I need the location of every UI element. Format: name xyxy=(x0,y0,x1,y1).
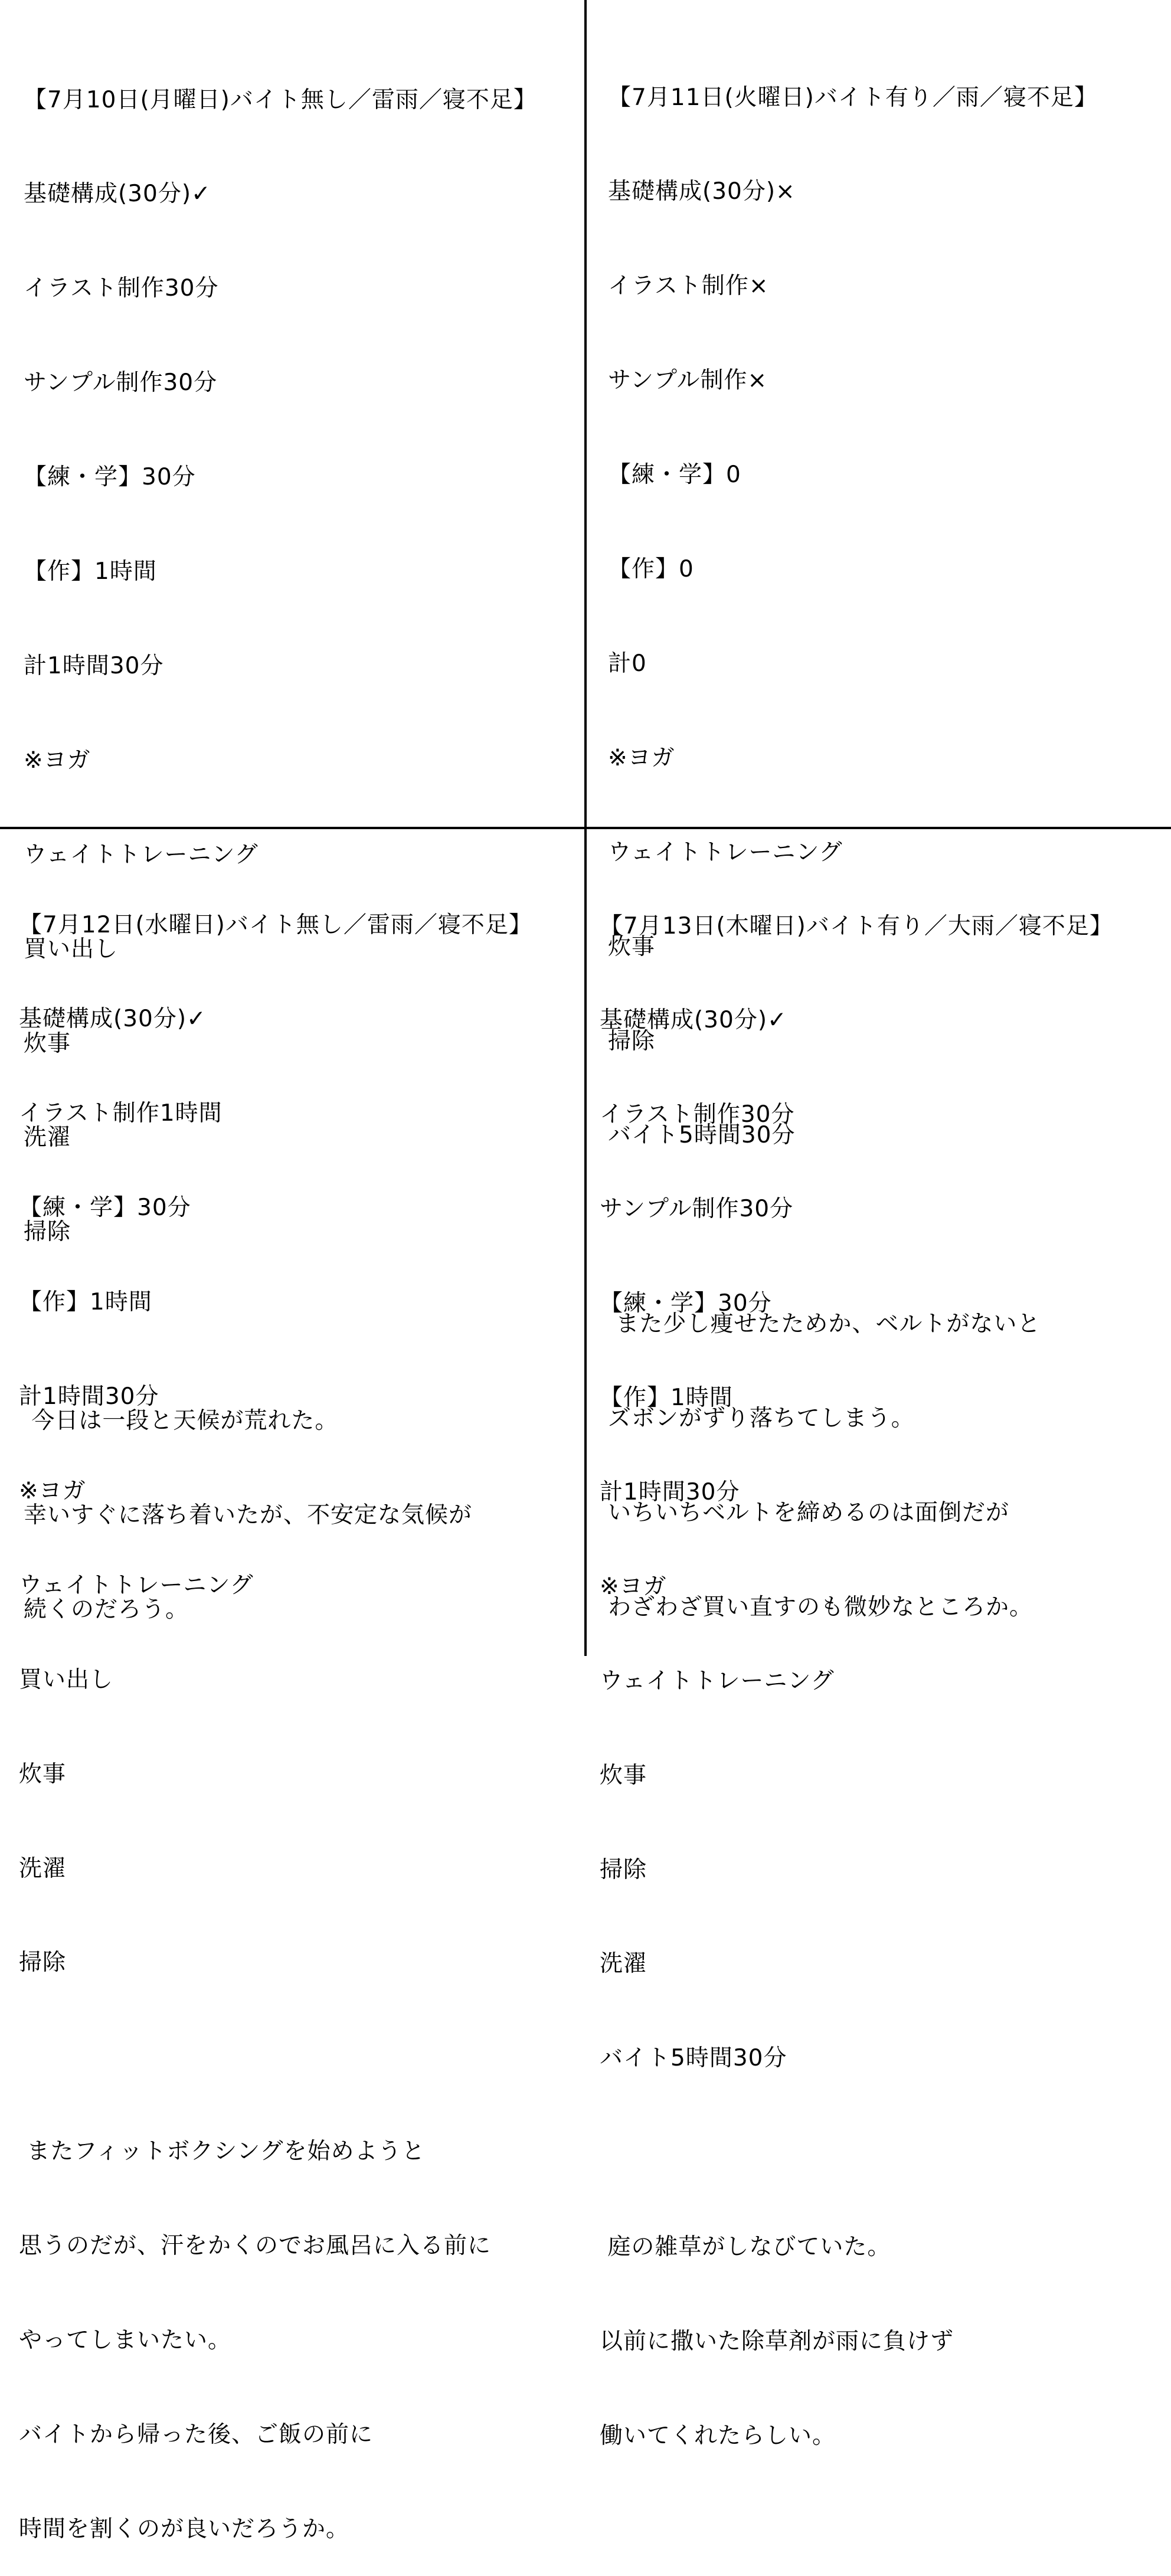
diary-entry-jul-13 xyxy=(600,847,1113,2483)
note-line: いちいちベルトを締めるのは面倒だが xyxy=(608,1499,1010,1526)
task-line: ※ヨガ xyxy=(24,747,91,774)
note-line: またフィットボクシングを始めようと xyxy=(19,2138,426,2165)
task-line: 炊事 xyxy=(600,1762,647,1789)
diary-entry-jul-12 xyxy=(19,846,532,2576)
task-line: 洗濯 xyxy=(600,1950,647,1978)
task-line: 買い出し xyxy=(19,1666,114,1693)
note-line: わざわざ買い直すのも微妙なところか。 xyxy=(608,1593,1033,1621)
task-line: 基礎構成(30分)✓ xyxy=(600,1007,787,1034)
task-line: 計1時間30分 xyxy=(24,652,164,679)
note-line: 続くのだろう。 xyxy=(24,1596,189,1623)
task-line: 掃除 xyxy=(600,1856,647,1883)
task-line: 計0 xyxy=(608,650,647,677)
task-line: 計1時間30分 xyxy=(19,1383,159,1410)
entry-header: 【7月12日(水曜日)バイト無し／雷雨／寝不足】 xyxy=(19,911,532,938)
note-line: 庭の雑草がしなびていた。 xyxy=(600,2234,891,2261)
note-line: 幸いすぐに落ち着いたが、不安定な気候が xyxy=(24,1501,473,1528)
task-line: バイト5時間30分 xyxy=(608,1122,796,1149)
note-line: 思うのだが、汗をかくのでお風呂に入る前に xyxy=(19,2233,492,2260)
task-line: 掃除 xyxy=(19,1949,67,1976)
task-line: 【作】1時間 xyxy=(600,1384,733,1412)
task-line: 【作】1時間 xyxy=(19,1289,152,1316)
entry-header: 【7月10日(月曜日)バイト無し／雷雨／寝不足】 xyxy=(24,86,537,113)
entry-header: 【7月13日(木曜日)バイト有り／大雨／寝不足】 xyxy=(600,912,1113,940)
task-line: 基礎構成(30分)× xyxy=(608,178,796,205)
task-line: 掃除 xyxy=(24,1219,71,1246)
task-line: 掃除 xyxy=(608,1027,656,1055)
task-line: ウェイトトレーニング xyxy=(24,841,259,868)
note-line: 働いてくれたらしい。 xyxy=(600,2422,836,2449)
task-line: サンプル制作× xyxy=(608,367,768,394)
task-line: サンプル制作30分 xyxy=(24,369,218,397)
task-line: 基礎構成(30分)✓ xyxy=(19,1006,207,1033)
task-line: 【練・学】30分 xyxy=(19,1194,191,1222)
note-line: また少し痩せたためか、ベルトがないと xyxy=(608,1311,1041,1338)
task-line: 洗濯 xyxy=(19,1855,67,1882)
task-line: 買い出し xyxy=(24,935,119,963)
task-line: ※ヨガ xyxy=(600,1573,667,1600)
task-line: ※ヨガ xyxy=(608,744,675,771)
task-line: ウェイトトレーニング xyxy=(600,1667,835,1694)
task-line: 炊事 xyxy=(19,1760,67,1788)
spacer xyxy=(600,2137,1113,2168)
task-line: 【作】0 xyxy=(608,556,694,583)
entry-header: 【7月11日(火曜日)バイト有り／雨／寝不足】 xyxy=(608,84,1098,111)
task-line: サンプル制作30分 xyxy=(600,1196,794,1223)
task-line: 炊事 xyxy=(608,933,656,960)
task-line: 洗濯 xyxy=(24,1124,71,1151)
note-line: 今日は一段と天候が荒れた。 xyxy=(24,1408,339,1435)
task-line: 【練・学】30分 xyxy=(24,464,196,491)
note-line: やってしまいたい。 xyxy=(19,2326,232,2354)
task-line: ウェイトトレーニング xyxy=(19,1572,254,1599)
note-line: 時間を割くのが良いだろうか。 xyxy=(19,2515,350,2542)
task-line: 【作】1時間 xyxy=(24,558,157,585)
spacer xyxy=(19,2041,532,2073)
note-line: バイトから帰った後、ご飯の前に xyxy=(19,2421,374,2448)
note-line: ズボンがずり落ちてしまう。 xyxy=(608,1405,915,1432)
task-line: イラスト制作30分 xyxy=(24,275,219,302)
task-line: イラスト制作× xyxy=(608,273,769,300)
task-line: 基礎構成(30分)✓ xyxy=(24,181,211,208)
task-line: 【練・学】0 xyxy=(608,461,741,489)
task-line: 【練・学】30分 xyxy=(600,1290,772,1317)
note-line: 以前に撒いた除草剤が雨に負けず xyxy=(600,2328,954,2355)
task-line: ウェイトトレーニング xyxy=(608,839,843,866)
task-line: イラスト制作1時間 xyxy=(19,1100,223,1127)
task-line: イラスト制作30分 xyxy=(600,1101,795,1128)
task-line: 炊事 xyxy=(24,1030,71,1057)
task-line: バイト5時間30分 xyxy=(600,2045,787,2072)
task-line: 計1時間30分 xyxy=(600,1478,740,1505)
task-line: ※ヨガ xyxy=(19,1477,86,1504)
